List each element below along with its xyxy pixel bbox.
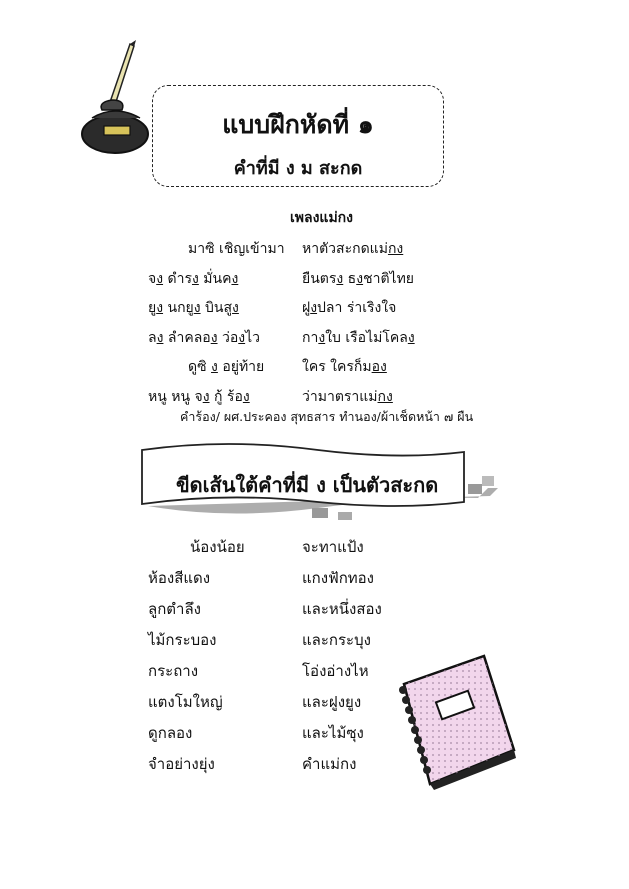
underlined-consonant: ง xyxy=(336,270,344,287)
lyric-text: หนู หนู จ xyxy=(148,388,203,405)
exercise-word-left: ห้องสีแดง xyxy=(148,569,211,587)
lyric-text: ว่อ xyxy=(217,329,239,346)
song-line-right xyxy=(302,238,403,260)
song-line-right xyxy=(302,356,387,378)
underlined-consonant: ง xyxy=(156,300,164,316)
exercise-word-right: และกระบุง xyxy=(302,631,371,649)
exercise-word-left: น้องน้อย xyxy=(190,538,245,556)
lyric-text: หาตัวสะกดแม่ xyxy=(302,241,388,257)
song-title: เพลงแม่กง xyxy=(290,210,353,226)
underlined-consonant: ง xyxy=(211,359,218,375)
lyric-text: ดูซิ xyxy=(188,359,212,375)
underlined-consonant: กง xyxy=(387,241,404,257)
underlined-consonant: ง xyxy=(210,329,218,346)
song-line-left xyxy=(148,386,250,408)
exercise-word-right: และไม้ซุง xyxy=(302,724,364,742)
exercise-word-right: คำแม่กง xyxy=(302,755,357,773)
song-credit: คำร้อง/ ผศ.ประคอง สุทธสาร ทำนอง/ผ้าเช็ดหน้า ๗ ผืน xyxy=(180,409,474,424)
exercise-word-left: กระถาง xyxy=(148,662,199,680)
underlined-consonant: อง xyxy=(371,359,387,375)
song-line-right xyxy=(302,297,396,319)
ink-bottle-icon xyxy=(80,38,160,158)
underlined-consonant: ง xyxy=(191,270,199,287)
lyric-text: กา xyxy=(302,329,319,346)
lyric-text: อยู่ท้าย xyxy=(217,359,265,375)
notebook-icon xyxy=(388,650,528,795)
song-line-left xyxy=(188,238,285,260)
lyric-text: นกยู xyxy=(163,300,194,316)
exercise-word-left: จำอย่างยุ่ง xyxy=(148,755,215,773)
underlined-consonant: ง xyxy=(310,300,318,316)
underlined-consonant: ง xyxy=(407,329,415,346)
exercise-instruction: ขีดเส้นใต้คำที่มี ง เป็นตัวสะกด xyxy=(176,473,439,497)
exercise-word-left: ลูกตำลึง xyxy=(148,600,201,618)
lyric-text: ดำร xyxy=(163,270,192,287)
lyric-text: ฝู xyxy=(302,300,311,316)
page-subtitle: คำที่มี ง ม สะกด xyxy=(233,158,363,179)
lyric-text: ยืนตร xyxy=(302,270,337,287)
exercise-word-left: แตงโมใหญ่ xyxy=(148,693,223,711)
lyric-text: ว่ามาตราแม่ xyxy=(302,388,378,405)
lyric-text: ล xyxy=(148,329,157,346)
underlined-consonant: ง xyxy=(356,270,364,287)
song-line-right xyxy=(302,268,414,290)
underlined-consonant: ง xyxy=(231,270,239,287)
song-line-left xyxy=(188,356,264,378)
lyric-text: ชาติไทย xyxy=(363,270,415,287)
underlined-consonant: ง xyxy=(318,329,326,346)
lyric-text: ยู xyxy=(148,300,157,316)
lyric-text: ใบ เรือไม่โคล xyxy=(325,329,408,346)
underlined-consonant: ง xyxy=(202,388,210,405)
underlined-consonant: ง xyxy=(242,388,250,405)
song-line-right xyxy=(302,327,415,349)
page-title: แบบฝึกหัดที่ ๑ xyxy=(222,110,374,139)
exercise-word-right: และฝูงยูง xyxy=(302,693,362,711)
song-line-right xyxy=(302,386,393,408)
lyric-text: บินสู xyxy=(200,300,233,316)
exercise-word-right: และหนึ่งสอง xyxy=(302,600,382,618)
song-line-left xyxy=(148,297,239,319)
lyric-text: ปลา ร่าเริงใจ xyxy=(317,300,397,316)
underlined-consonant: กง xyxy=(377,388,393,405)
lyric-text: มาซิ เชิญเข้ามา xyxy=(188,241,285,257)
exercise-word-right: โอ่งอ่างไห xyxy=(302,662,369,680)
exercise-word-left: ดูกลอง xyxy=(148,724,193,742)
exercise-word-right: แกงฟักทอง xyxy=(302,569,374,587)
song-line-left xyxy=(148,327,260,349)
exercise-word-left: ไม้กระบอง xyxy=(148,631,217,649)
underlined-consonant: ง xyxy=(193,300,201,316)
underlined-consonant: ง xyxy=(232,300,239,316)
underlined-consonant: ง xyxy=(156,329,164,346)
underlined-consonant: ง xyxy=(156,270,164,287)
underlined-consonant: ง xyxy=(238,329,246,346)
lyric-text: ลำคลอ xyxy=(163,329,211,346)
lyric-text: มั่นค xyxy=(198,270,232,287)
lyric-text: ธ xyxy=(343,270,357,287)
lyric-text: กู้ ร้อ xyxy=(209,388,243,405)
lyric-text: จ xyxy=(148,270,157,287)
exercise-word-right: จะทาแป้ง xyxy=(302,538,364,556)
song-line-left xyxy=(148,268,238,290)
lyric-text: ใคร ใครก็ม xyxy=(302,359,372,375)
lyric-text: ไว xyxy=(245,329,261,346)
